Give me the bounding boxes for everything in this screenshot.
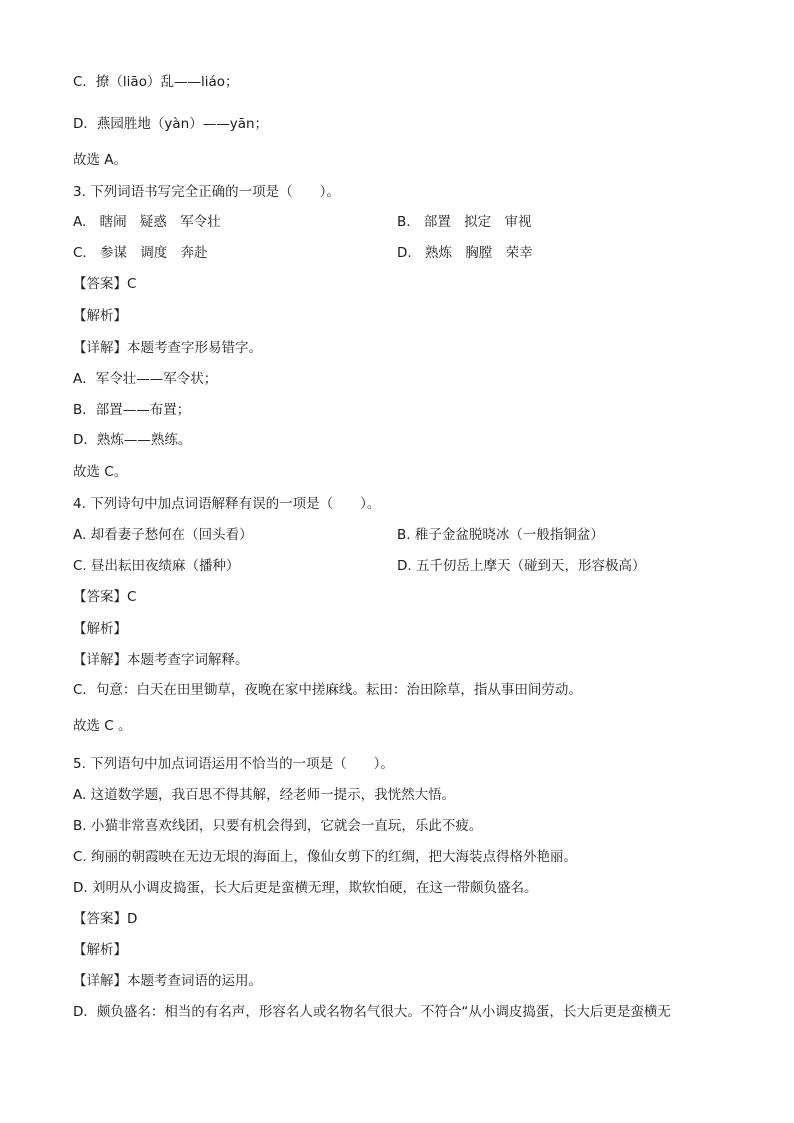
option-word: 熟炼 (424, 245, 452, 261)
option-word: 奔赴 (180, 245, 208, 261)
q5-explanation-d: D．颇负盛名：相当的有名声，形容名人或名物名气很大。不符合“从小调皮捣蛋，长大后更是蛮横无 (73, 1004, 671, 1020)
choice-conclusion: 故选 A。 (73, 152, 128, 168)
option-label: D. (397, 245, 412, 261)
option-word: 荣幸 (505, 245, 533, 261)
option-word: 审视 (504, 214, 532, 230)
question-3-stem: 3. 下列词语书写完全正确的一项是（ ）。 (73, 184, 340, 200)
q3-choice: 故选 C。 (73, 464, 128, 480)
option-word: 调度 (140, 245, 168, 261)
option-word: 军令壮 (180, 214, 221, 230)
q3-explanation-b: B．部置——布置； (73, 402, 191, 418)
q3-analysis-heading: 【解析】 (73, 308, 127, 324)
option-word: 瞎闹 (99, 214, 127, 230)
q4-detail: 【详解】本题考查字词解释。 (73, 652, 249, 668)
q4-analysis-heading: 【解析】 (73, 621, 127, 637)
q3-explanation-d: D．熟炼——熟练。 (73, 432, 192, 448)
q5-option-a: A. 这道数学题，我百思不得其解，经老师一提示，我恍然大悟。 (73, 787, 456, 803)
explanation-line: C．撩（liāo）乱——liáo； (73, 74, 239, 90)
q4-explanation-c: C．句意：白天在田里锄草，夜晚在家中搓麻线。耘田：治田除草，指从事田间劳动。 (73, 682, 582, 698)
option-word: 疑惑 (139, 214, 167, 230)
q4-answer: 【答案】C (73, 589, 137, 605)
q4-option-a: A. 却看妻子愁何在（回头看） (73, 527, 253, 543)
q3-option-b (397, 212, 531, 232)
q4-choice: 故选 C 。 (73, 718, 132, 734)
question-5-stem: 5. 下列语句中加点词语运用不恰当的一项是（ ）。 (73, 756, 394, 772)
q3-option-a (73, 212, 221, 232)
option-word: 参谋 (100, 245, 128, 261)
q5-option-b: B. 小猫非常喜欢线团，只要有机会得到，它就会一直玩，乐此不疲。 (73, 818, 483, 834)
option-label: B. (397, 214, 411, 230)
q5-analysis-heading: 【解析】 (73, 942, 127, 958)
option-word: 部置 (423, 214, 451, 230)
q3-answer: 【答案】C (73, 276, 137, 292)
option-label: A. (73, 214, 87, 230)
explanation-line: D．燕园胜地（yàn）——yān； (73, 116, 269, 132)
q3-option-d (397, 243, 533, 263)
q5-option-d: D. 刘明从小调皮捣蛋，长大后更是蛮横无理，欺软怕硬，在这一带颇负盛名。 (73, 880, 538, 896)
q5-option-c: C. 绚丽的朝霞映在无边无垠的海面上，像仙女剪下的红绸，把大海装点得格外艳丽。 (73, 849, 578, 865)
q3-detail: 【详解】本题考查字形易错字。 (73, 340, 262, 356)
question-4-stem: 4. 下列诗句中加点词语解释有误的一项是（ ）。 (73, 496, 381, 512)
q3-explanation-a: A．军令壮——军令状； (73, 371, 218, 387)
q4-option-d: D. 五千仞岳上摩天（碰到天，形容极高） (397, 558, 646, 574)
q4-option-b: B. 稚子金盆脱晓冰（一般指铜盆） (397, 527, 604, 543)
q3-option-c (73, 243, 208, 263)
q4-option-c: C. 昼出耘田夜绩麻（播种） (73, 558, 240, 574)
option-label: C. (73, 245, 87, 261)
option-word: 胸膛 (465, 245, 493, 261)
q5-detail: 【详解】本题考查词语的运用。 (73, 973, 262, 989)
q5-answer: 【答案】D (73, 911, 138, 927)
option-word: 拟定 (464, 214, 492, 230)
